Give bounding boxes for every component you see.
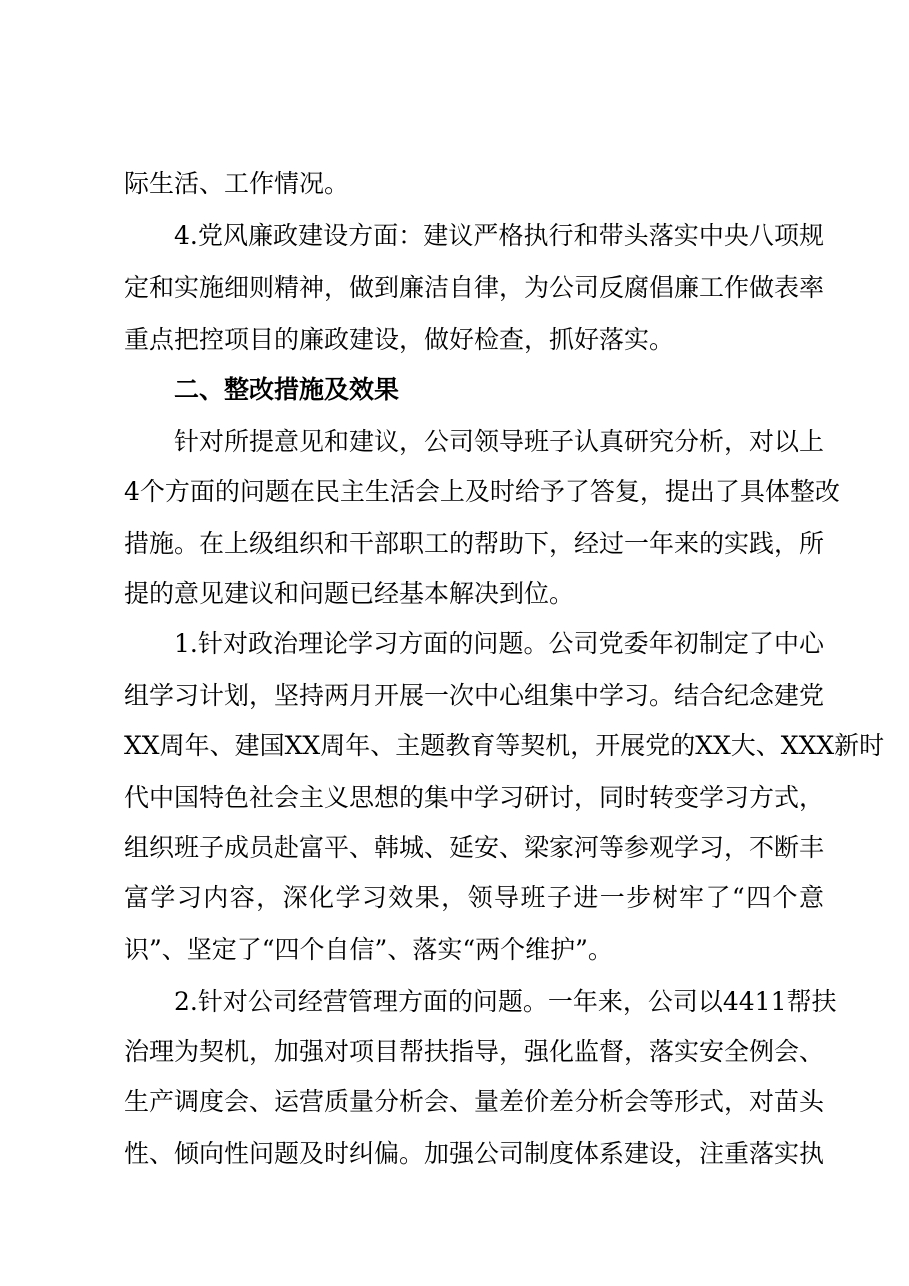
paragraph-line: 代中国特色社会主义思想的集中学习研讨，同时转变学习方式， (124, 783, 825, 812)
section-heading: 二、整改措施及效果 (174, 375, 400, 404)
paragraph-line: 提的意见建议和问题已经基本解决到位。 (124, 579, 575, 608)
paragraph-line: 组学习计划，坚持两月开展一次中心组集中学习。结合纪念建党 (124, 681, 825, 710)
paragraph-line: 组织班子成员赴富平、韩城、延安、梁家河等参观学习，不断丰 (124, 833, 825, 862)
paragraph-line: 4.党风廉政建设方面：建议严格执行和带头落实中央八项规 (174, 221, 824, 250)
paragraph-line: 治理为契机，加强对项目帮扶指导，强化监督，落实安全例会、 (124, 1037, 825, 1066)
paragraph-line: 定和实施细则精神，做到廉洁自律，为公司反腐倡廉工作做表率 (124, 273, 825, 302)
paragraph-line: 针对所提意见和建议，公司领导班子认真研究分析，对以上 (174, 427, 825, 456)
paragraph-line: 4个方面的问题在民主生活会上及时给予了答复，提出了具体整改 (124, 477, 840, 506)
paragraph-line: 富学习内容，深化学习效果，领导班子进一步树牢了“四个意 (124, 883, 824, 912)
paragraph-line: 1.针对政治理论学习方面的问题。公司党委年初制定了中心 (174, 629, 824, 658)
paragraph-line: 际生活、工作情况。 (124, 169, 350, 198)
paragraph-line: 生产调度会、运营质量分析会、量差价差分析会等形式，对苗头 (124, 1087, 825, 1116)
paragraph-line: 重点把控项目的廉政建设，做好检查，抓好落实。 (124, 325, 675, 354)
paragraph-line: 识”、坚定了“四个自信”、落实“两个维护”。 (124, 935, 613, 964)
paragraph-line: 2.针对公司经营管理方面的问题。一年来，公司以4411帮扶 (174, 987, 837, 1016)
paragraph-line: XX周年、建国XX周年、主题教育等契机，开展党的XX大、XXX新时 (124, 731, 885, 760)
paragraph-line: 性、倾向性问题及时纠偏。加强公司制度体系建设，注重落实执 (124, 1139, 825, 1168)
paragraph-line: 措施。在上级组织和干部职工的帮助下，经过一年来的实践，所 (124, 529, 825, 558)
